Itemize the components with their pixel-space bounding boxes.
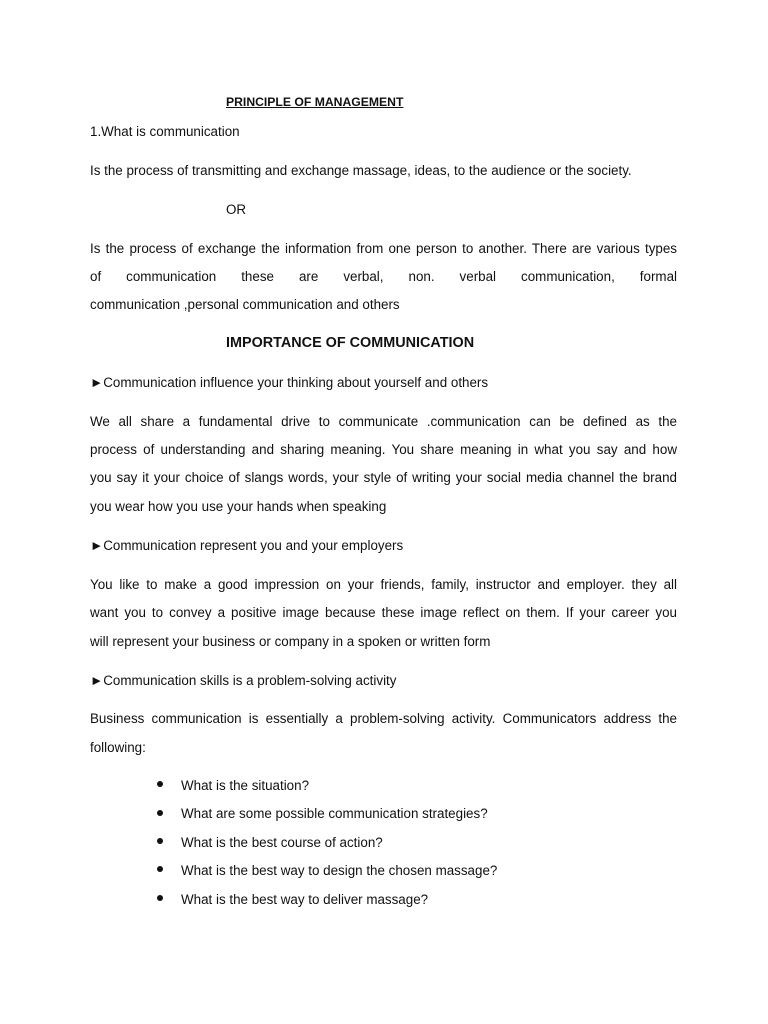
list-item: What is the best course of action? [181,835,383,850]
definition-2-line: of communication these are verbal, non. verbal communication, formal [90,269,677,284]
bullet-icon [157,838,163,844]
definition-paragraph-1: Is the process of transmitting and exchange massage, ideas, to the audience or the society. [90,163,632,178]
definition-2-line: communication ,personal communication and others [90,297,400,312]
list-item: What is the best way to deliver massage? [181,892,429,907]
point-body-line: process of understanding and sharing meaning. You share meaning in what you say and how [90,442,677,457]
point-heading: ►Communication influence your thinking about yourself and others [90,375,489,390]
point-body-line: you say it your choice of slangs words, your style of writing your social media channel the brand [90,470,677,485]
point-body-line: will represent your business or company in a spoken or written form [90,634,491,649]
question-heading: 1.What is communication [90,124,240,139]
point-body-line: want you to convey a positive image because these image reflect on them. If your career you [90,605,677,620]
bullet-icon [157,781,163,787]
definition-2-line: Is the process of exchange the information from one person to another. There are various types [90,241,677,256]
section-heading: IMPORTANCE OF COMMUNICATION [226,335,475,351]
point-body-line: We all share a fundamental drive to communicate .communication can be defined as the [90,414,677,429]
point-heading: ►Communication skills is a problem-solving activity [90,673,397,688]
list-item: What is the situation? [181,778,310,793]
document-title: PRINCIPLE OF MANAGEMENT [226,95,404,109]
bullet-icon [157,866,163,872]
bullet-icon [157,895,163,901]
point-body-line: you wear how you use your hands when speaking [90,499,387,514]
bullet-icon [157,810,163,816]
point-heading: ►Communication represent you and your employers [90,538,404,553]
list-item: What is the best way to design the chosen massage? [181,863,498,878]
point-body-line: You like to make a good impression on your friends, family, instructor and employer. they all [90,577,677,592]
point-body-line: following: [90,740,146,755]
or-label: OR [226,202,247,217]
point-body-line: Business communication is essentially a problem-solving activity. Communicators address the [90,711,677,726]
list-item: What are some possible communication strategies? [181,806,488,821]
